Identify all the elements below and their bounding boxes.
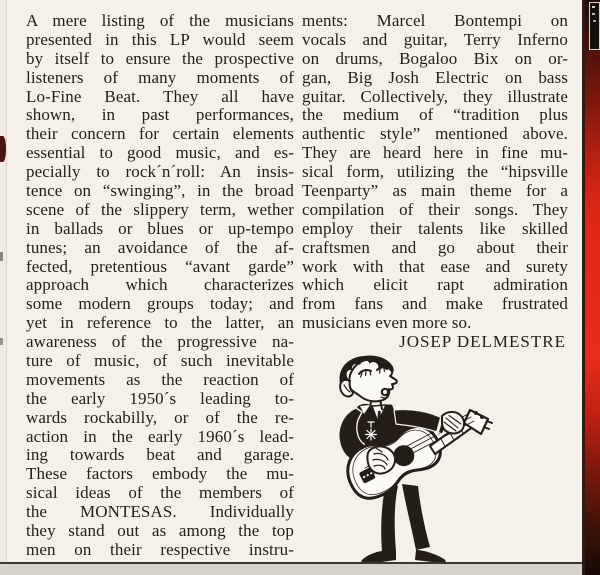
text-line: which elicit rapt admiration xyxy=(302,275,568,295)
text-line: They are heard here in fine mu- xyxy=(302,143,568,163)
text-line: presented in this LP would seem xyxy=(26,29,294,49)
text-line: sical ideas of the members of xyxy=(26,483,294,503)
text-line: compilation of their songs. They xyxy=(302,199,568,219)
text-line: guitar. Collectively, they illustrate xyxy=(302,86,568,106)
text-line: shown, in past performances, xyxy=(26,105,294,125)
scan-left-edge xyxy=(0,0,7,575)
scan-ink-blob xyxy=(0,136,6,162)
paragraph-last-line: musicians even more so. xyxy=(302,313,472,333)
text-line: fected, pretentious “avant garde” xyxy=(26,256,294,276)
text-line: employ their talents like skilled xyxy=(302,218,568,238)
text-line: ing towards beat and garage. xyxy=(26,445,294,465)
text-line: from fans and make frustrated xyxy=(302,294,568,314)
text-line: pecially to rock´n´roll: An insis- xyxy=(26,162,294,182)
text-line: on drums, Bogaloo Bix on or- xyxy=(302,48,568,68)
text-line: work with that ease and surety xyxy=(302,256,568,276)
head xyxy=(339,356,396,411)
singing-guitarist-illustration xyxy=(330,354,494,566)
text-line: scene of the slippery term, wether xyxy=(26,199,294,219)
text-line: yet in reference to the latter, an xyxy=(26,313,294,333)
strumming-hand xyxy=(367,446,395,473)
text-line: wards rockabilly, or of the re- xyxy=(26,407,294,427)
text-line: Lo-Fine Beat. They all have xyxy=(26,86,294,106)
text-line: movements as the reaction of xyxy=(26,369,294,389)
text-line: gan, Big Josh Electric on bass xyxy=(302,67,568,87)
text-line: awareness of the progressive na- xyxy=(26,332,294,352)
red-spine-stripe xyxy=(582,0,600,575)
text-line: their concern for certain elements xyxy=(26,124,294,144)
author-signature: JOSEP DELMESTRE xyxy=(399,332,566,352)
text-line: the MONTESAS. Individually xyxy=(26,502,294,522)
text-line: listeners of many moments of xyxy=(26,67,294,87)
text-line: tence on “swinging”, in the broad xyxy=(26,181,294,201)
text-line: tunes; an avoidance of the af- xyxy=(26,237,294,257)
text-line: the medium of “tradition plus xyxy=(302,105,568,125)
text-line: A mere listing of the musicians xyxy=(26,11,294,30)
text-line: action in the early 1960´s lead- xyxy=(26,426,294,446)
text-line: some modern groups today; and xyxy=(26,294,294,314)
text-line: approach which characterizes xyxy=(26,275,294,295)
text-line: authentic style” mentioned above. xyxy=(302,124,568,144)
text-line: ture of music, of such inevitable xyxy=(26,351,294,371)
liner-notes-left-column xyxy=(26,12,294,560)
scan-edge-mark xyxy=(0,338,3,345)
sleeve-bottom-band xyxy=(0,564,586,575)
text-line: men on their respective instru- xyxy=(26,539,294,559)
text-line: by itself to ensure the prospective xyxy=(26,48,294,68)
scan-edge-mark xyxy=(0,252,3,261)
text-line: essential to good music, and es- xyxy=(26,143,294,163)
whistling-mouth xyxy=(382,389,388,395)
text-line: vocals and guitar, Terry Inferno xyxy=(302,29,568,49)
text-line: craftsmen and go about their xyxy=(302,237,568,257)
liner-notes-right-lines xyxy=(302,12,568,314)
text-line: ments: Marcel Bontempi on xyxy=(302,11,568,30)
text-line: These factors embody the mu- xyxy=(26,464,294,484)
text-line: sical form, utilizing the “hipsville xyxy=(302,162,568,182)
text-line: Teenparty” as main theme for a xyxy=(302,181,568,201)
liner-notes-right-column xyxy=(302,12,568,352)
spine-label-box xyxy=(589,2,600,50)
text-line: they stand out as among the top xyxy=(26,521,294,541)
text-line: the early 1950´s leading to- xyxy=(26,388,294,408)
text-line: in ballads or blues or up-tempo xyxy=(26,218,294,238)
